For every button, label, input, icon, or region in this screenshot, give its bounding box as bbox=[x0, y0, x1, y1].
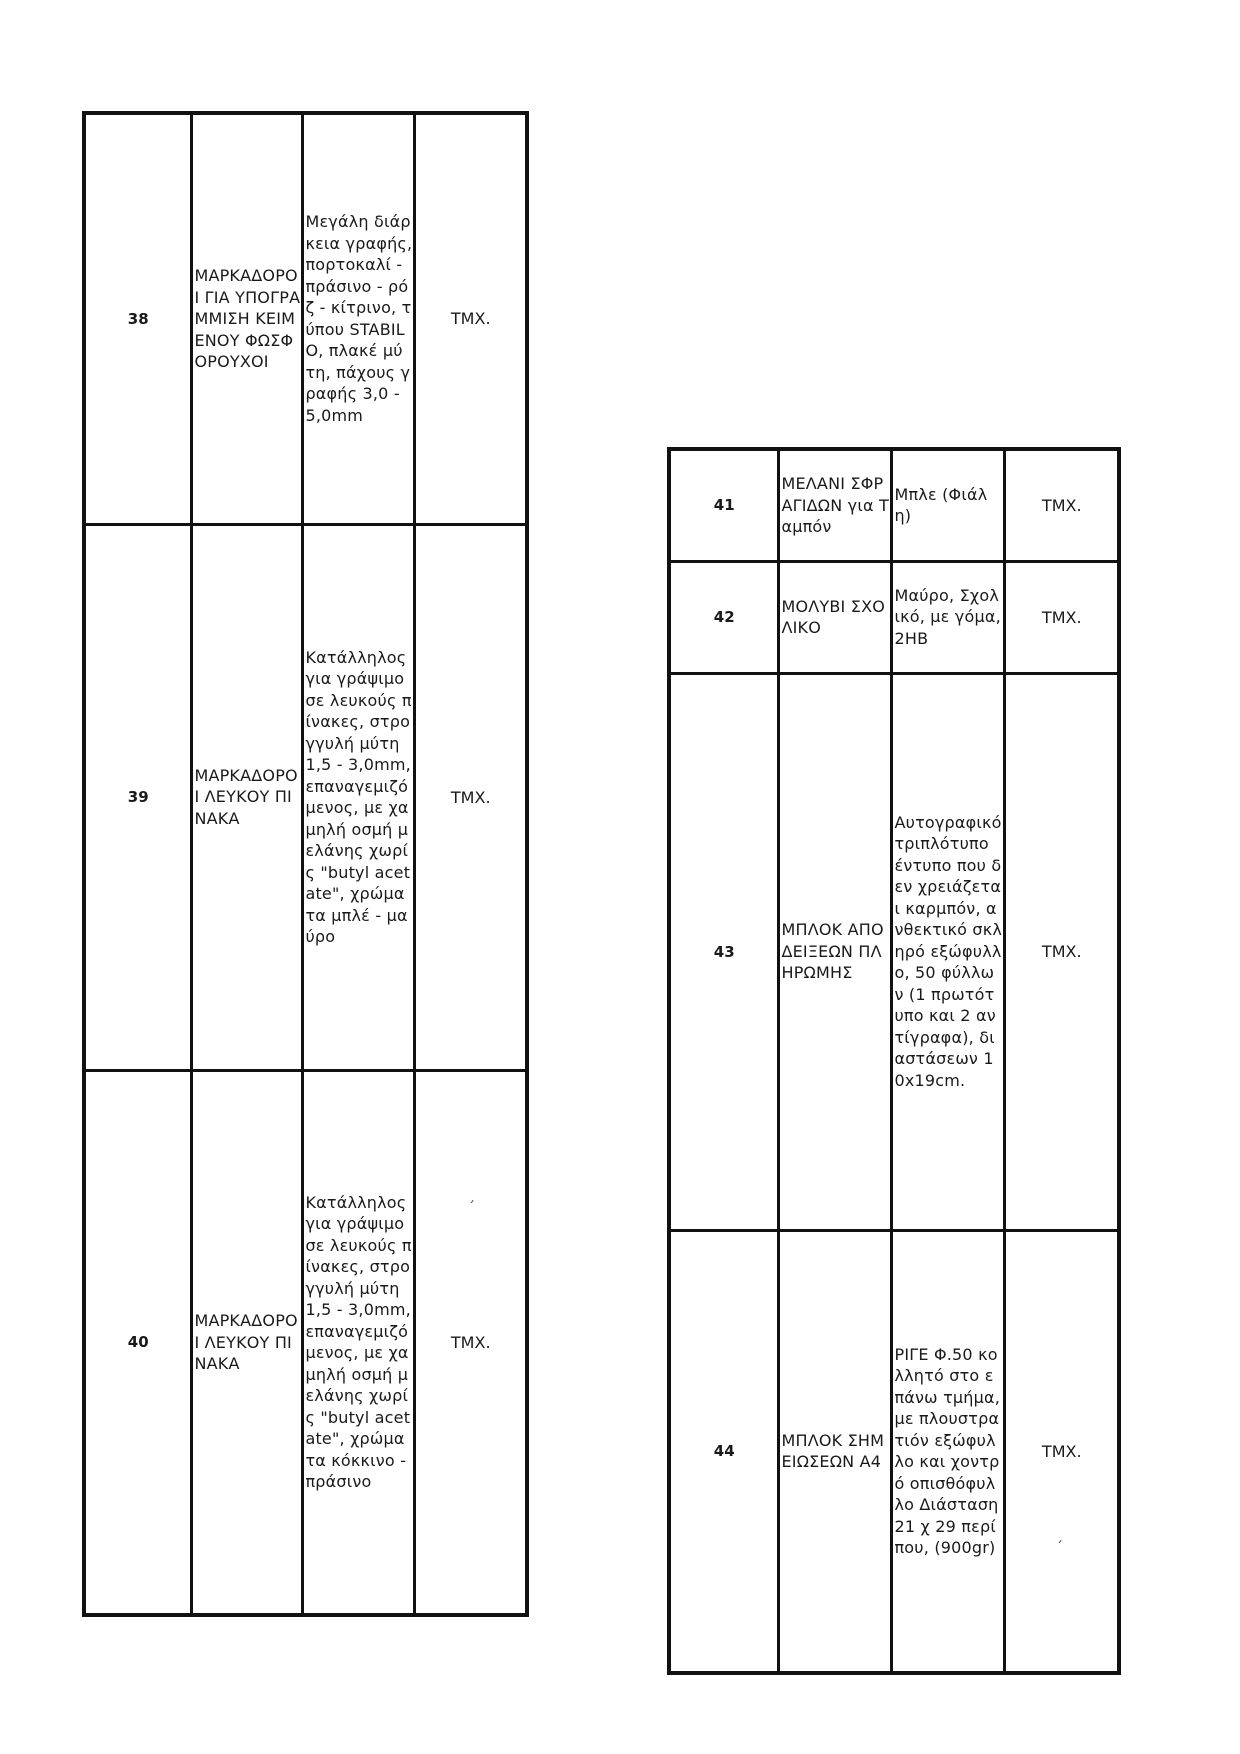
table-row bbox=[669, 449, 1119, 561]
item-spec: Κατάλληλος για γράψιμο σε λευκούς πίνακες, στρογγυλή μύτη 1,5 - 3,0mm, επαναγεμιζόμενος, με χαμηλή οσμή μελάνης χωρίς "butyl acetate", χρώματα μπλέ - μαύρο bbox=[303, 524, 415, 1070]
item-unit: ΤΜΧ. bbox=[1005, 561, 1119, 673]
table-row bbox=[669, 561, 1119, 673]
item-unit: ΤΜΧ. bbox=[1005, 1230, 1119, 1673]
item-name: ΜΑΡΚΑΔΟΡΟΙ ΓΙΑ ΥΠΟΓΡΑΜΜΙΣΗ ΚΕΙΜΕΝΟΥ ΦΩΣΦΟΡΟΥΧΟΙ bbox=[192, 113, 303, 524]
item-spec: Μεγάλη διάρκεια γραφής, πορτοκαλί - πράσινο - ρόζ - κίτρινο, τύπου STABILO, πλακέ μύτη, πάχους γραφής 3,0 - 5,0mm bbox=[303, 113, 415, 524]
row-number: 38 bbox=[84, 113, 192, 524]
table-row bbox=[84, 113, 527, 524]
row-number: 43 bbox=[669, 673, 779, 1230]
item-unit: ΤΜΧ. bbox=[415, 524, 527, 1070]
item-name: ΜΑΡΚΑΔΟΡΟΙ ΛΕΥΚΟΥ ΠΙΝΑΚΑ bbox=[192, 1070, 303, 1615]
item-name: ΜΠΛΟΚ ΣΗΜΕΙΩΣΕΩΝ Α4 bbox=[779, 1230, 892, 1673]
row-number: 40 bbox=[84, 1070, 192, 1615]
row-number: 42 bbox=[669, 561, 779, 673]
item-unit: ΤΜΧ. bbox=[1005, 673, 1119, 1230]
item-unit: ΤΜΧ. bbox=[415, 113, 527, 524]
item-name: ΜΑΡΚΑΔΟΡΟΙ ΛΕΥΚΟΥ ΠΙΝΑΚΑ bbox=[192, 524, 303, 1070]
items-table-left bbox=[82, 111, 529, 1617]
table-row bbox=[84, 524, 527, 1070]
item-spec: Μπλε (Φιάλη) bbox=[892, 449, 1005, 561]
item-spec: Αυτογραφικό τριπλότυπο έντυπο που δεν χρειάζεται καρμπόν, ανθεκτικό σκληρό εξώφυλλο, 50 φύλλων (1 πρωτότυπο και 2 αντίγραφα), διαστάσεων 10x19cm. bbox=[892, 673, 1005, 1230]
items-table-right bbox=[667, 447, 1121, 1675]
scan-artifact: ˊ bbox=[1056, 1540, 1063, 1556]
item-spec: ΡΙΓΕ Φ.50 κολλητό στο επάνω τμήμα, με πλουστρατιόν εξώφυλλο και χοντρό οπισθόφυλλο Διάσταση 21 χ 29 περίπου, (900gr) bbox=[892, 1230, 1005, 1673]
item-unit: ΤΜΧ. bbox=[415, 1070, 527, 1615]
item-spec: Κατάλληλος για γράψιμο σε λευκούς πίνακες, στρογγυλή μύτη 1,5 - 3,0mm, επαναγεμιζόμενος, με χαμηλή οσμή μελάνης χωρίς "butyl acetate", χρώματα κόκκινο - πράσινο bbox=[303, 1070, 415, 1615]
row-number: 44 bbox=[669, 1230, 779, 1673]
row-number: 41 bbox=[669, 449, 779, 561]
item-name: ΜΠΛΟΚ ΑΠΟΔΕΙΞΕΩΝ ΠΛΗΡΩΜΗΣ bbox=[779, 673, 892, 1230]
scan-artifact: ˊ bbox=[468, 1200, 475, 1216]
table-row bbox=[84, 1070, 527, 1615]
item-spec: Μαύρο, Σχολικό, με γόμα, 2ΗΒ bbox=[892, 561, 1005, 673]
table-row bbox=[669, 673, 1119, 1230]
item-name: ΜΟΛΥΒΙ ΣΧΟΛΙΚΟ bbox=[779, 561, 892, 673]
row-number: 39 bbox=[84, 524, 192, 1070]
item-name: ΜΕΛΑΝΙ ΣΦΡΑΓΙΔΩΝ για Ταμπόν bbox=[779, 449, 892, 561]
table-row bbox=[669, 1230, 1119, 1673]
item-unit: ΤΜΧ. bbox=[1005, 449, 1119, 561]
